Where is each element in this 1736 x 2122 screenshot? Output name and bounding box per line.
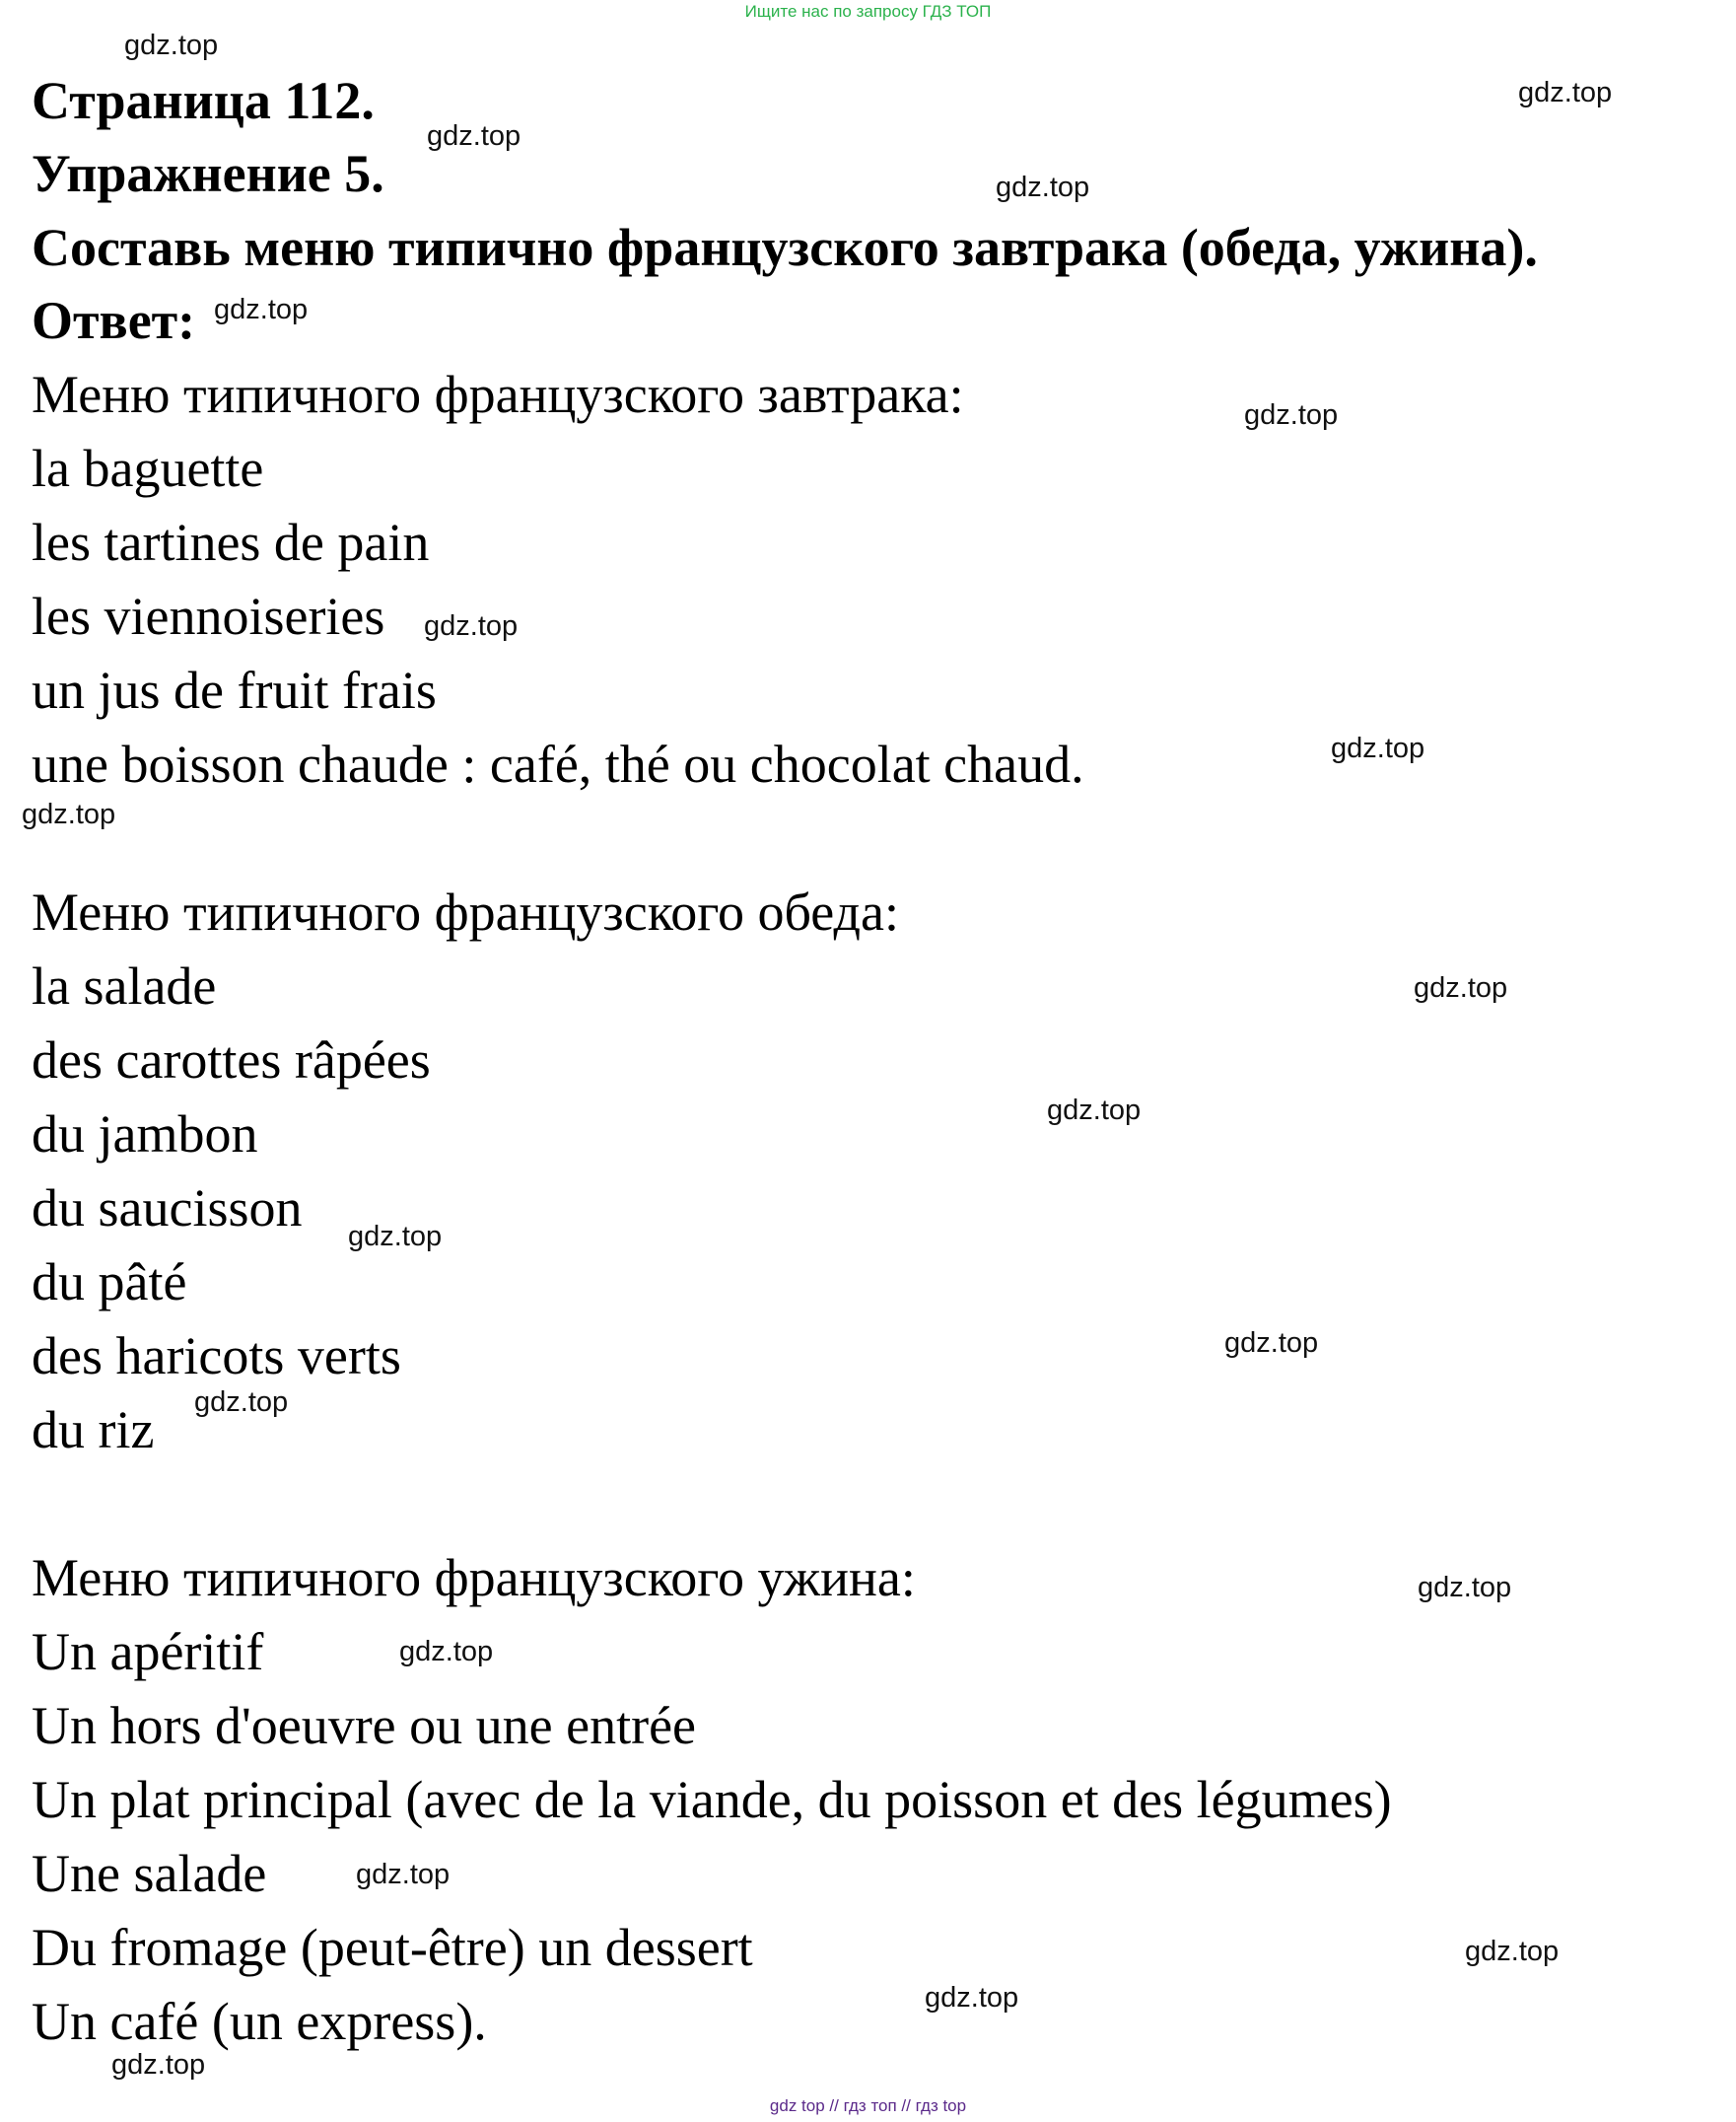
lunch-item: des haricots verts xyxy=(32,1326,401,1385)
lunch-item: du pâté xyxy=(32,1252,187,1311)
watermark: gdz.top xyxy=(399,1636,494,1667)
lunch-item: du saucisson xyxy=(32,1178,303,1238)
answer-label: Ответ: xyxy=(32,291,196,350)
dinner-item: Un plat principal (avec de la viande, du poisson et des légumes) xyxy=(32,1770,1392,1829)
watermark: gdz.top xyxy=(214,294,309,325)
breakfast-item: la baguette xyxy=(32,439,264,498)
top-banner: Ищите нас по запросу ГДЗ ТОП xyxy=(744,2,992,21)
watermark: gdz.top xyxy=(1465,1936,1560,1967)
dinner-item: Une salade xyxy=(32,1844,267,1903)
dinner-item: Du fromage (peut-être) un dessert xyxy=(32,1918,753,1977)
watermark: gdz.top xyxy=(22,799,116,830)
lunch-item: des carottes râpées xyxy=(32,1030,431,1090)
task-text: Составь меню типично французского завтрака (обеда, ужина). xyxy=(32,218,1538,277)
bottom-banner: gdz top // гдз топ // гдз top xyxy=(769,2096,967,2115)
watermark: gdz.top xyxy=(424,610,519,642)
watermark: gdz.top xyxy=(1244,399,1339,431)
exercise-title: Упражнение 5. xyxy=(32,144,384,203)
watermark: gdz.top xyxy=(124,30,219,61)
watermark: gdz.top xyxy=(194,1386,289,1418)
breakfast-item: les tartines de pain xyxy=(32,513,430,572)
dinner-item: Un café (un express). xyxy=(32,1992,487,2051)
watermark: gdz.top xyxy=(1518,77,1613,108)
watermark: gdz.top xyxy=(427,120,521,152)
watermark: gdz.top xyxy=(348,1221,443,1252)
dinner-item: Un apéritif xyxy=(32,1622,264,1681)
breakfast-title: Меню типичного французского завтрака: xyxy=(32,365,964,424)
lunch-item: du riz xyxy=(32,1400,155,1459)
lunch-title: Меню типичного французского обеда: xyxy=(32,883,899,942)
watermark: gdz.top xyxy=(111,2049,206,2081)
watermark: gdz.top xyxy=(1224,1327,1319,1359)
lunch-item: du jambon xyxy=(32,1104,258,1164)
watermark: gdz.top xyxy=(996,172,1090,203)
watermark: gdz.top xyxy=(1331,733,1425,764)
watermark: gdz.top xyxy=(925,1982,1019,2014)
watermark: gdz.top xyxy=(1047,1095,1142,1126)
breakfast-item: les viennoiseries xyxy=(32,587,385,646)
lunch-item: la salade xyxy=(32,956,217,1016)
dinner-title: Меню типичного французского ужина: xyxy=(32,1548,916,1607)
watermark: gdz.top xyxy=(356,1859,451,1890)
watermark: gdz.top xyxy=(1414,972,1508,1004)
dinner-item: Un hors d'oeuvre ou une entrée xyxy=(32,1696,696,1755)
page-title: Страница 112. xyxy=(32,71,375,130)
breakfast-item: une boisson chaude : café, thé ou chocolat chaud. xyxy=(32,735,1084,794)
watermark: gdz.top xyxy=(1418,1572,1512,1603)
breakfast-item: un jus de fruit frais xyxy=(32,661,437,720)
